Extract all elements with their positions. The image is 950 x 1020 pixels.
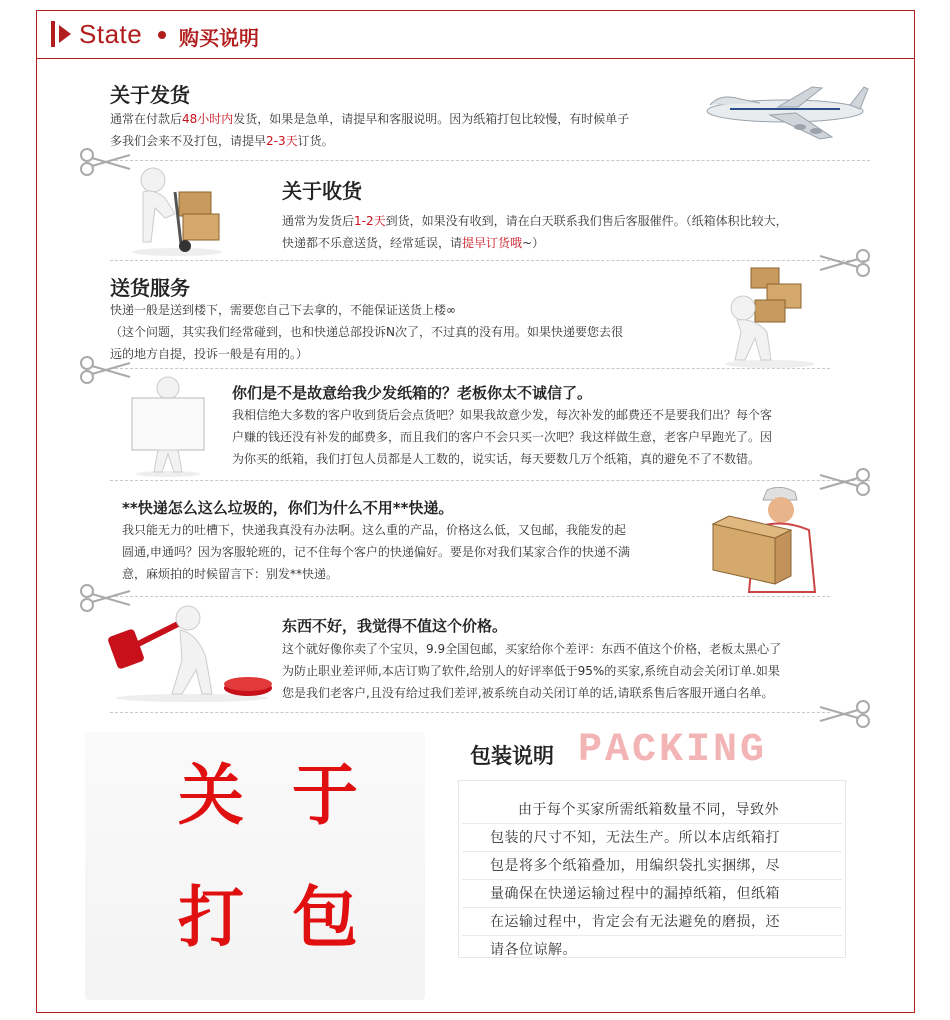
delivery-title: 送货服务: [110, 276, 190, 300]
shipping-line2-red: 2-3天: [266, 134, 298, 148]
packing-text: [490, 796, 780, 964]
delivery-man-illustration: [705, 484, 823, 594]
packing-title-en: PACKING: [578, 728, 768, 773]
review-line3: 您是我们老客户,且没有给过我们差评,被系统自动关闭订单的话,请联系售后客服开通白名单。: [282, 686, 774, 700]
shortage-text: [232, 404, 772, 470]
divider-6: [110, 712, 830, 713]
shortage-line2: 户赚的钱还没有补发的邮费多，而且我们的客户不会只买一次吧？我这样做生意，老客户早跑光了。因: [232, 430, 773, 444]
divider-1: [110, 160, 870, 161]
review-text: [282, 638, 781, 704]
review-line1: 这个就好像你卖了个宝贝，9.9全国包邮，买家给你个差评：东西不值这个价格，老板太黑心了: [282, 642, 782, 656]
delivery-text: [110, 299, 623, 365]
header-state-label: State: [79, 19, 143, 49]
gavel-person-illustration: [108, 598, 276, 704]
shipping-line2-b: 订货。: [297, 134, 334, 148]
courier-line2: 圆通,申通吗？因为客服轮班的，记不住每个客户的快递偏好。要是你对我们某家合作的快递不满: [122, 545, 630, 559]
review-line2: 为防止职业差评师,本店订购了软件,给别人的好评率低于95%的买家,系统自动会关闭订单.如果: [282, 664, 780, 678]
packing-char-4: 包: [292, 878, 358, 956]
packing-title: 包装说明: [470, 744, 554, 768]
packing-line: 在运输过程中，肯定会有无法避免的磨损，还: [490, 914, 780, 930]
delivery-line3: 远的地方自提，投诉一般是有用的。）: [110, 347, 309, 361]
header-dot-icon: [158, 31, 166, 39]
shortage-line3: 为你买的纸箱，我们打包人员都是人工数的，说实话，每天要数几万个纸箱，真的避免不了不数错。: [232, 452, 761, 466]
courier-line1: 我只能无力的吐槽下，快递我真没有办法啊。这么重的产品，价格这么低，又包邮，我能发的起: [122, 523, 627, 537]
divider-5: [110, 596, 830, 597]
receiving-title: 关于收货: [282, 179, 362, 203]
courier-line3: 意，麻烦拍的时候留言下：别发**快递。: [122, 567, 339, 581]
receiving-text: [282, 210, 788, 254]
scissors-icon: [818, 467, 872, 497]
shipping-title: 关于发货: [110, 83, 190, 107]
shipping-line2-a: 多我们会来不及打包，请提早: [110, 134, 267, 148]
receiving-line1-red: 1-2天: [354, 214, 386, 228]
scissors-icon: [78, 147, 132, 177]
shipping-line1-b: 发货，如果是急单，请提早和客服说明。因为纸箱打包比较慢，有时候单子: [233, 112, 630, 126]
shipping-line1-red: 48小时内: [182, 112, 234, 126]
delivery-line2: （这个问题，其实我们经常碰到，也和快递总部投诉N次了，不过真的没有用。如果快递要您去很: [110, 325, 623, 339]
header-bar: [51, 21, 55, 47]
scissors-icon: [818, 248, 872, 278]
sign-person-illustration: [128, 374, 210, 478]
packing-image-panel: [85, 732, 425, 1000]
page-header: [37, 11, 914, 59]
shortage-line1: 我相信绝大多数的客户收到货后会点货吧？如果我故意少发，每次补发的邮费还不是要我们出？每个客: [232, 408, 773, 422]
packing-char-1: 关: [178, 756, 244, 834]
divider-3: [110, 368, 830, 369]
packing-line: 请各位谅解。: [490, 942, 577, 958]
divider-2: [110, 260, 870, 261]
airplane-illustration: [700, 75, 870, 145]
packing-char-2: 于: [292, 756, 358, 834]
shortage-title: 你们是不是故意给我少发纸箱的？老板你太不诚信了。: [232, 384, 593, 402]
packing-line: 量确保在快递运输过程中的漏掉纸箱，但纸箱: [490, 886, 780, 902]
courier-text: [122, 519, 630, 585]
receiving-line1-b: 到货，如果没有收到，请在白天联系我们售后客服催件。（纸箱体积比较大，: [385, 214, 788, 228]
receiving-line2-red: 提早订货哦: [462, 236, 523, 250]
shipping-line1-a: 通常在付款后: [110, 112, 183, 126]
packing-line: 包装的尺寸不知，无法生产。所以本店纸箱打: [490, 830, 780, 846]
page-title: 购买说明: [179, 26, 259, 50]
cart-person-illustration: [125, 162, 230, 257]
scissors-icon: [818, 699, 872, 729]
receiving-line1-a: 通常为发货后: [282, 214, 355, 228]
scissors-icon: [78, 355, 132, 385]
packing-line: 包是将多个纸箱叠加，用编织袋扎实捆绑，尽: [490, 858, 780, 874]
receiving-line2-a: 快递都不乐意送货，经常延误，请: [282, 236, 463, 250]
receiving-line2-b: ~）: [522, 236, 545, 250]
box-carrier-illustration: [715, 262, 825, 370]
packing-line: 由于每个买家所需纸箱数量不同，导致外: [518, 802, 779, 818]
courier-title: **快递怎么这么垃圾的，你们为什么不用**快递。: [122, 499, 454, 517]
header-arrow-icon: [59, 25, 71, 43]
shipping-text: [110, 108, 629, 152]
packing-char-3: 打: [178, 878, 244, 956]
review-title: 东西不好，我觉得不值这个价格。: [282, 617, 508, 635]
divider-4: [110, 480, 870, 481]
delivery-line1: 快递一般是送到楼下，需要您自己下去拿的，不能保证送货上楼∞: [110, 303, 456, 317]
